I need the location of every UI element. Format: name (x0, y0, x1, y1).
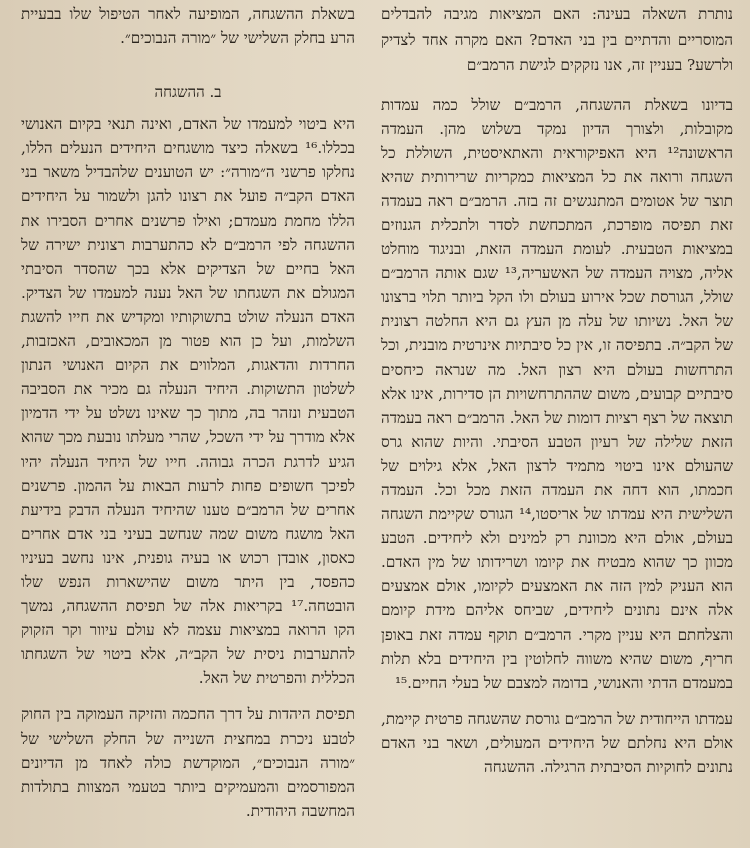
left-closing-paragraph: תפיסת היהדות על דרך החכמה והזיקה העמוקה בין החוק לטבע ניכרת במחצית השנייה של החלק השלישי של ״מורה הנבוכים״, המוקדשת כולה לאחד מן הדיונים המפורסמים והמעמיקים ביותר בטעמי המצוות בתולדות המחשבה היהודית. (21, 705, 355, 820)
paragraph-gap (381, 695, 733, 707)
paragraph-gap (21, 690, 355, 702)
right-closing-paragraph: עמדתו הייחודית של הרמב״ם גורסת שהשגחה פרטית קיימת, אולם היא נחלתם של היחידים המעולים, ושאר בני האדם נתונים לחוקיות הסיבתית הרגילה. ההשגחה (381, 709, 733, 777)
left-intro-paragraph: בשאלת ההשגחה, המופיעה לאחר הטיפול שלו בבעיית הרע בחלק השלישי של ״מורה הנבוכים״. (21, 5, 355, 48)
right-column (381, 0, 733, 779)
section-heading: ב. ההשגחה (154, 83, 222, 102)
paragraph-gap (381, 79, 733, 93)
right-intro-paragraph: נותרת השאלה בעינה: האם המציאות מגיבה להבדלים המוסריים והדתיים בין בני האדם? האם מקרה אחד לצדיק ולרשע? בעניין זה, אנו נזקקים לגישת הרמב״ם (381, 5, 733, 74)
left-column (21, 0, 355, 823)
right-main-paragraph: בדיונו בשאלת ההשגחה, הרמב״ם שולל כמה עמדות מקובלות, ולצורך הדיון נמקד בשלוש מהן. העמדה הראשונה¹² היא האפיקוראית והאתאיסטית, השוללת כל השגחה ורואה את כל המציאות כמקריות שרירותית שהיא תוצר של אטומים המתנגשים זה בזה. הרמב״ם ראה בעמדה זאת תפיסה מופרכת, המתכחשת לסדר ולתכלית הגנוזים במציאות הטבעית. לעומת העמדה הזאת, ובניגוד מוחלט אליה, מצויה העמדה של האשעריה,¹³ שגם אותה הרמב״ם שולל, הגורסת שכל אירוע בעולם ולו הקל ביותר תלוי ברצונו של האל. נשיותו של עלה מן העץ גם היא החלטה רצונית של הקב״ה. בתפיסה זו, אין כל סיבתיות אינרטית מובנית, וכל התרחשות בעולם היא רצון האל. מה שנראה כיחסים סיבתיים קבועים, משום שההתרחשויות הן סדירות, אינו אלא תוצאה של רצף רציות דומות של האל. הרמב״ם ראה בעמדה הזאת שלילה של רעיון הטבע הסיבתי. והיות שהוא גרס שהעולם אינו ביטוי מתמיד לרצון האל, אלא גילוים של חכמתו, הוא דחה את העמדה הזאת מכל וכל. העמדה השלישית היא עמדתו של אריסטו,¹⁴ הגורס שקיימת השגחה בעולם, אולם היא מכוונת רק למינים ולא ליחידים. הטבע מכוון כך שהוא מבטיח את קיומו ושרידותו של מין האדם. הוא העניק למין הזה את האמצעים לקיומו, אולם אמצעים אלה אינם נתונים ליחידים, שביחס אליהם מידת קיומם והצלחתם היא עניין מקרי. הרמב״ם תוקף עמדה זאת באופן חריף, משום שהיא משווה לחלוטין בין היחידים בלא תלות במעמדם הדתי והאנושי, בדומה למצבם של בעלי החיים.¹⁵ (381, 95, 733, 692)
left-main-paragraph: היא ביטוי למעמדו של האדם, ואינה תנאי בקיום האנושי בכללו.¹⁶ בשאלה כיצד מושגחים היחידים הנעלים הללו, נחלקו פרשני ה״מורה״: יש הטוענים שלהבדיל משאר בני האדם הקב״ה פועל את רצונו להגן ולשמור על היחידים הללו מחמת מעמדם; ואילו פרשנים אחרים הסבירו את ההשגחה לפי הרמב״ם לא כהתערבות רצונית ישירה של האל בחיים של הצדיקים אלא בכך שהסדר הסיבתי המגולם את השגחתו של האל נענה למעמדו של הצדיק. האדם הנעלה שולט בתשוקותיו ומקדיש את חייו להשגת השלמות, ועל כן הוא פטור מן המכאובים, האכזבות, החרדות והדאגות, המלווים את הקיום האנושי הנתון לשלטון התשוקות. היחיד הנעלה גם מכיר את הסביבה הטבעית ונזהר בה, מתוך כך שאינו נשלט על ידי הדמיון אלא מודרך על ידי השכל, שהרי מעלתו נובעת מכך שהוא הגיע לדרגת הכרה גבוהה. חייו של היחיד הנעלה יהיו לפיכך חשופים פחות לרעות הבאות על ההמון. פרשנים אחרים של הרמב״ם טענו שהיחיד הנעלה הדבק בידיעת האל מושגח משום שמה שנחשב בעיני בני אדם אחרים כאסון, אובדן רכוש או בעיה גופנית, אינו נחשב בעיניו כהפסד, בין היתר משום שהישארות הנפש שלו הובטחה.¹⁷ בקריאות אלה של תפיסת ההשגחה, נמשך הקו הרואה במציאות עצמה לא עולם עיוור וקר הזקוק להתערבות ניסית של הקב״ה, אלא ביטוי של השגחתו הכללית והפרטית של האל. (21, 115, 355, 688)
